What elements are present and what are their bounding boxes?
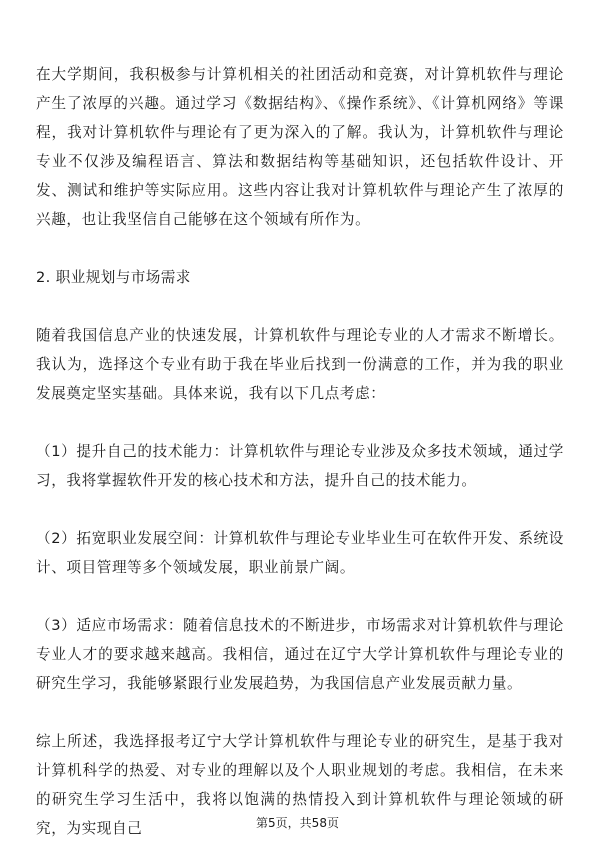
- paragraph-point-1: （1）提升自己的技术能力：计算机软件与理论专业涉及众多技术领域，通过学习，我将掌握软件开发的核心技术和方法，提升自己的技术能力。: [36, 443, 564, 489]
- paragraph-gap: [36, 582, 564, 611]
- paragraph-gap: [36, 234, 564, 263]
- page-number-footer: 第5页，共58页: [256, 816, 339, 830]
- section-heading-career: 2. 职业规划与市场需求: [36, 269, 191, 286]
- paragraph-conclusion: 综上所述，我选择报考辽宁大学计算机软件与理论专业的研究生，是基于我对计算机科学的热爱、对专业的理解以及个人职业规划的考虑。我相信，在未来的研究生学习生活中，我将以饱满的热情投入到计算机软件与理论领域的研究，为实现自己: [36, 733, 564, 837]
- paragraph-gap: [36, 495, 564, 524]
- paragraph-gap: [36, 408, 564, 437]
- paragraph-market-demand: 随着我国信息产业的快速发展，计算机软件与理论专业的人才需求不断增长。我认为，选择这个专业有助于我在毕业后找到一份满意的工作，并为我的职业发展奠定坚实基础。具体来说，我有以下几点考虑：: [36, 327, 564, 402]
- paragraph-point-2: （2）拓宽职业发展空间：计算机软件与理论专业毕业生可在软件开发、系统设计、项目管理等多个领域发展，职业前景广阔。: [36, 530, 564, 576]
- page-content: [36, 60, 564, 843]
- paragraph-gap: [36, 698, 564, 727]
- paragraph-gap: [36, 292, 564, 321]
- paragraph-point-3: （3）适应市场需求：随着信息技术的不断进步，市场需求对计算机软件与理论专业人才的要求越来越高。我相信，通过在辽宁大学计算机软件与理论专业的研究生学习，我能够紧跟行业发展趋势，为我国信息产业发展贡献力量。: [36, 617, 564, 692]
- paragraph-interests: 在大学期间，我积极参与计算机相关的社团活动和竞赛，对计算机软件与理论产生了浓厚的兴趣。通过学习《数据结构》、《操作系统》、《计算机网络》等课程，我对计算机软件与理论有了更为深入的了解。我认为，计算机软件与理论专业不仅涉及编程语言、算法和数据结构等基础知识，还包括软件设计、开发、测试和维护等实际应用。这些内容让我对计算机软件与理论产生了浓厚的兴趣，也让我坚信自己能够在这个领域有所作为。: [36, 66, 564, 228]
